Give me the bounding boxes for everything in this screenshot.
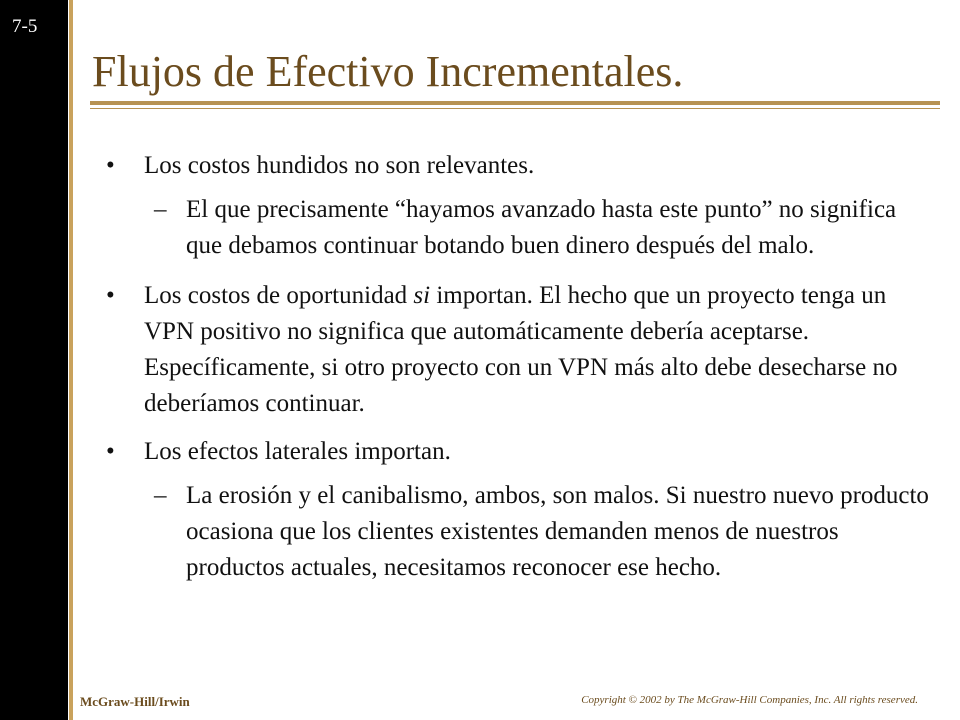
- dash-icon: –: [154, 196, 167, 223]
- bullet-point-2-text-start: Los costos de oportunidad: [144, 282, 414, 309]
- sub-point-3: [106, 478, 936, 586]
- slide-content: [106, 148, 936, 594]
- slide-title: Flujos de Efectivo Incrementales.: [92, 47, 684, 96]
- bullet-point-1: [106, 148, 936, 184]
- bullet-icon: •: [106, 438, 115, 465]
- sidebar-bar: [0, 0, 68, 720]
- dash-icon: –: [154, 482, 167, 509]
- bullet-point-2-text-end: importan. El hecho que un proyecto tenga un VPN positivo no significa que automáticamente debería aceptarse. Específicamente, si otro proyecto con un VPN más alto debe desecharse no deberíamos continuar.: [144, 282, 898, 417]
- footer-copyright: Copyright © 2002 by The McGraw-Hill Companies, Inc. All rights reserved.: [581, 694, 918, 706]
- slide-number: 7-5: [12, 16, 38, 37]
- title-rule-thin: [90, 108, 940, 109]
- sub-point-3-text: La erosión y el canibalismo, ambos, son malos. Si nuestro nuevo producto ocasiona que los clientes existentes demanden menos de nuestros productos actuales, necesitamos reconocer ese hecho.: [186, 482, 929, 581]
- bullet-icon: •: [106, 152, 115, 179]
- bullet-point-1-text: Los costos hundidos no son relevantes.: [144, 152, 535, 179]
- title-rule-thick: [90, 101, 940, 105]
- bullet-point-3: [106, 434, 936, 470]
- bullet-point-2: [106, 278, 936, 422]
- sub-point-1: [106, 192, 936, 264]
- bullet-point-2-emphasis: si: [413, 282, 431, 309]
- bullet-point-3-text: Los efectos laterales importan.: [144, 438, 451, 465]
- sidebar-stripe: [69, 0, 73, 720]
- bullet-icon: •: [106, 282, 115, 309]
- sub-point-1-text: El que precisamente “hayamos avanzado hasta este punto” no significa que debamos continuar botando buen dinero después del malo.: [186, 196, 897, 259]
- footer-publisher: McGraw-Hill/Irwin: [80, 694, 190, 709]
